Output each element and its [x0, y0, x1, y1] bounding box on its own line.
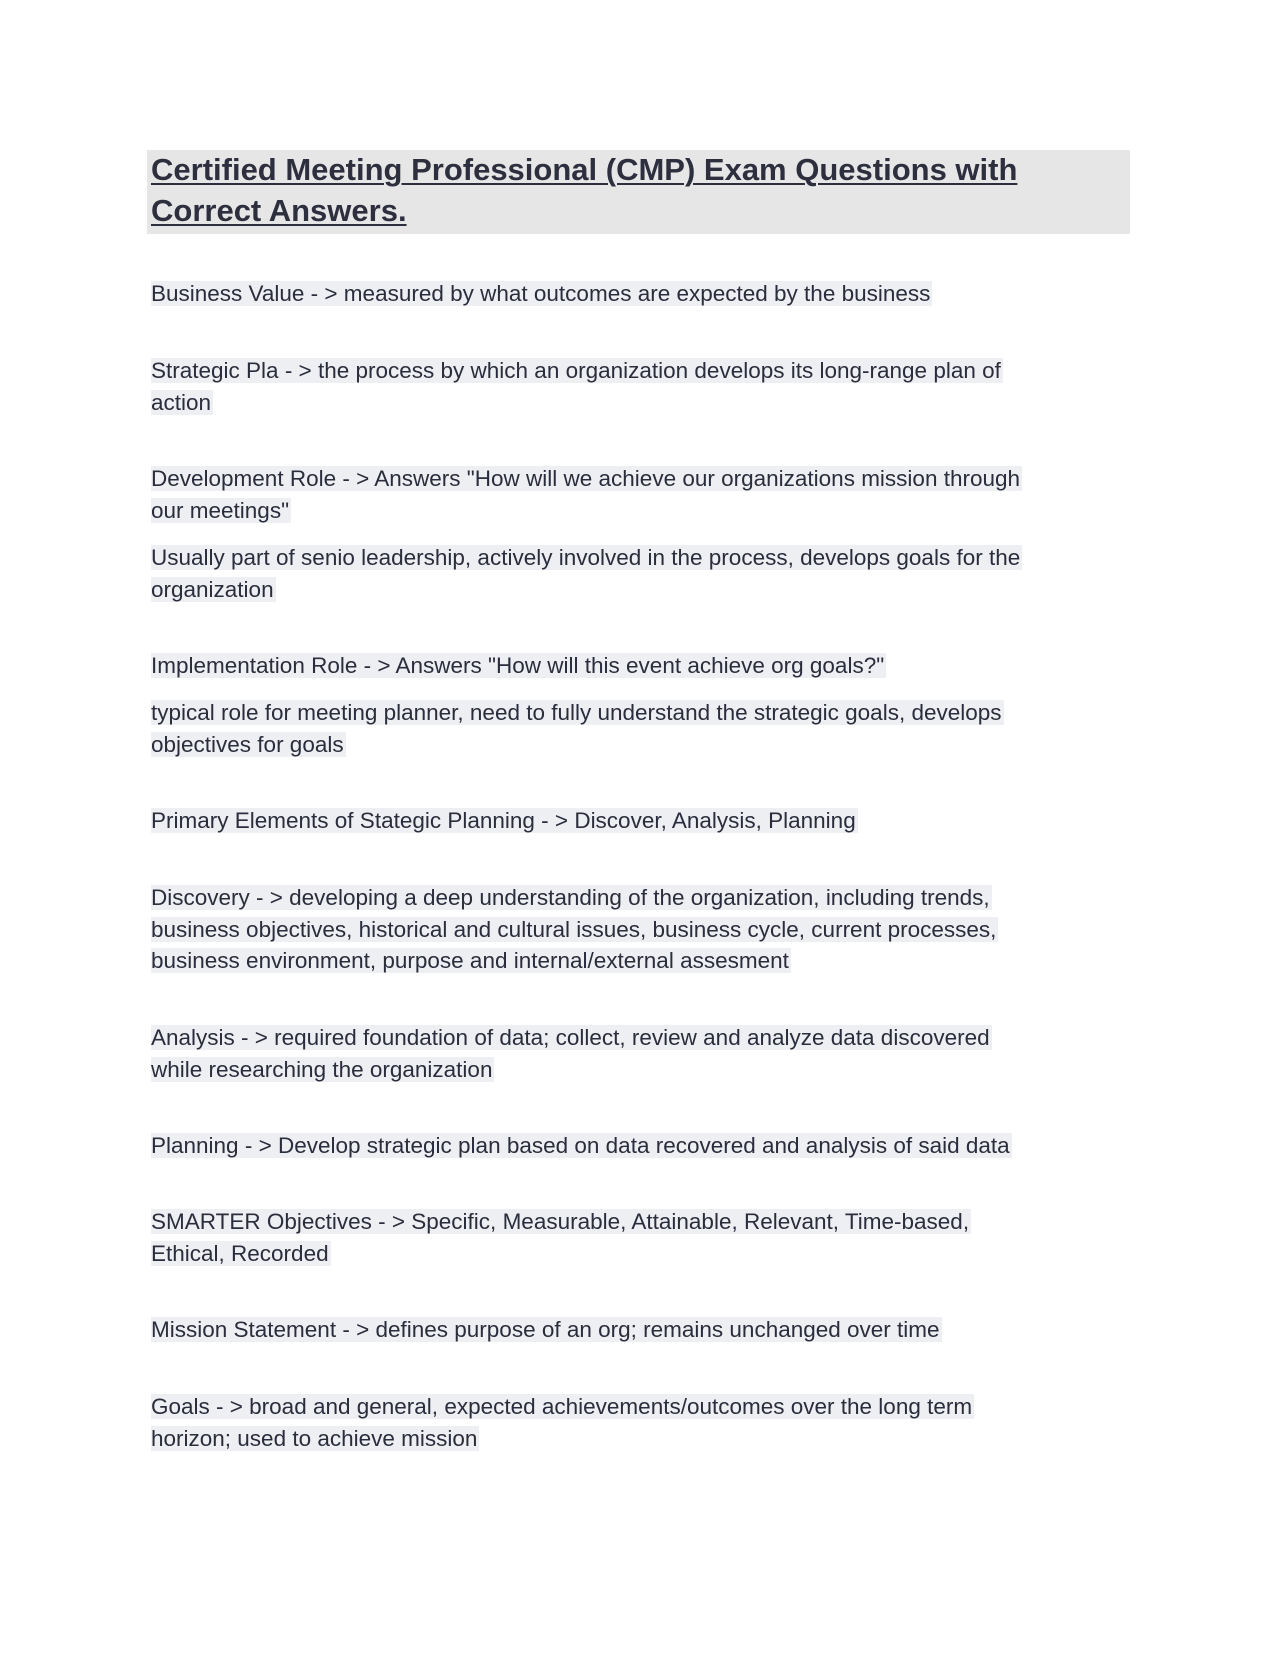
entry-line: Strategic Pla - > the process by which an organization develops its long-range plan of: [151, 358, 1001, 383]
entry-line: business environment, purpose and internal/external assesment: [151, 948, 789, 973]
entry-goals: [151, 1391, 974, 1454]
entry-line: Discovery - > developing a deep understanding of the organization, including trends,: [151, 885, 990, 910]
entry-smarter-objectives: [151, 1206, 971, 1269]
entry-line: horizon; used to achieve mission: [151, 1425, 478, 1451]
entry-line: Planning - > Develop strategic plan based on data recovered and analysis of said data: [151, 1133, 1010, 1158]
entry-analysis: [151, 1022, 992, 1085]
entry-line: typical role for meeting planner, need to fully understand the strategic goals, develops: [151, 700, 1002, 725]
entry-planning: [151, 1130, 1012, 1162]
entry-line: Development Role - > Answers "How will we achieve our organizations mission through: [151, 466, 1021, 491]
title-line-1: Certified Meeting Professional (CMP) Exam Questions with: [151, 152, 1018, 187]
document-title: [147, 150, 1130, 234]
entry-line: Analysis - > required foundation of data; collect, review and analyze data discovered: [151, 1025, 990, 1050]
entry-line: business objectives, historical and cultural issues, business cycle, current processes,: [151, 916, 997, 942]
entry-development-role: [151, 463, 1022, 526]
entry-primary-elements: [151, 805, 858, 837]
entry-line: organization: [151, 576, 274, 602]
entry-mission-statement: [151, 1314, 942, 1346]
entry-line: Goals - > broad and general, expected achievements/outcomes over the long term: [151, 1394, 973, 1419]
entry-line: SMARTER Objectives - > Specific, Measurable, Attainable, Relevant, Time-based,: [151, 1209, 970, 1234]
entry-line: Business Value - > measured by what outcomes are expected by the business: [151, 281, 931, 306]
entry-development-role-detail: [151, 542, 1022, 605]
entry-line: Ethical, Recorded: [151, 1240, 329, 1266]
entry-line: Primary Elements of Stategic Planning - > Discover, Analysis, Planning: [151, 808, 856, 833]
entry-line: our meetings": [151, 497, 290, 523]
entry-implementation-role: [151, 650, 886, 682]
entry-line: objectives for goals: [151, 731, 344, 757]
entry-line: action: [151, 389, 212, 415]
entry-line: while researching the organization: [151, 1056, 493, 1082]
entry-line: Usually part of senio leadership, actively involved in the process, develops goals for the: [151, 545, 1021, 570]
entry-strategic-plan: [151, 355, 1003, 418]
entry-business-value: [151, 278, 932, 310]
title-line-2: Correct Answers.: [151, 193, 407, 228]
entry-line: Mission Statement - > defines purpose of an org; remains unchanged over time: [151, 1317, 940, 1342]
entry-line: Implementation Role - > Answers "How will this event achieve org goals?": [151, 653, 885, 678]
entry-discovery: [151, 882, 998, 977]
entry-implementation-role-detail: [151, 697, 1004, 760]
